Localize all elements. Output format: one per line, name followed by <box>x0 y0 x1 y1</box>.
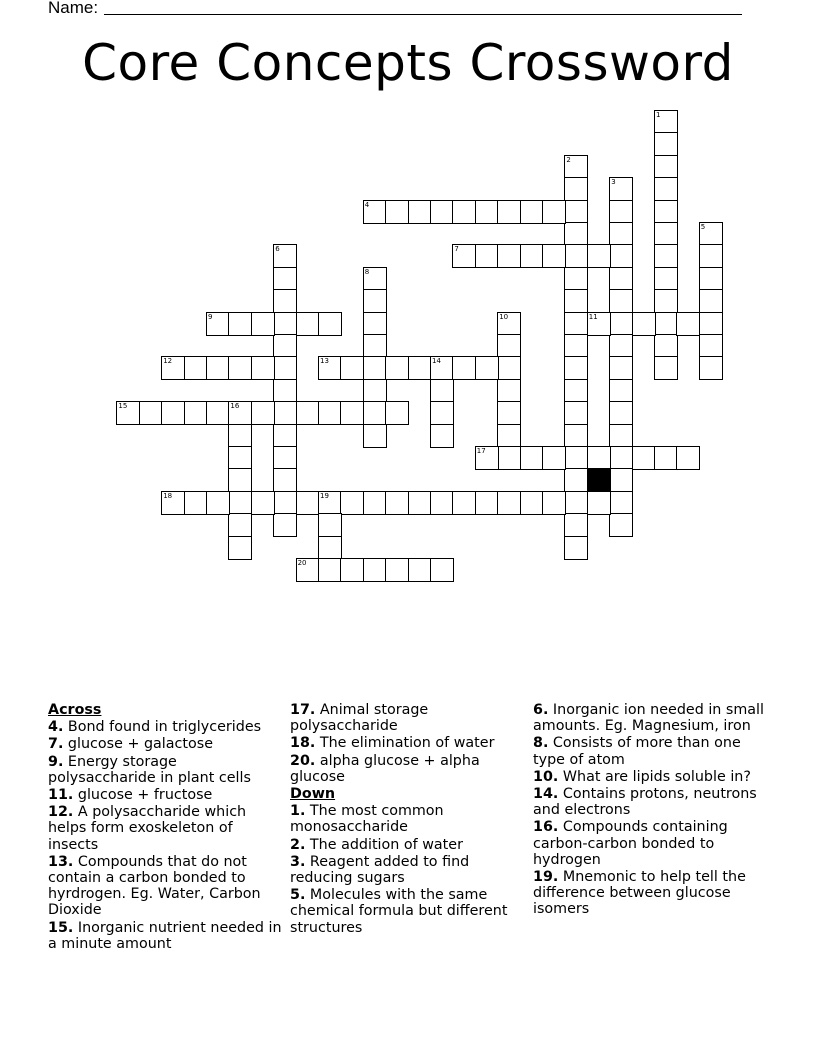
grid-cell[interactable] <box>139 401 163 425</box>
clue-section-header: Across <box>48 702 102 718</box>
grid-cell[interactable] <box>475 356 499 380</box>
grid-cell[interactable] <box>609 401 633 425</box>
grid-cell-17[interactable] <box>475 446 499 470</box>
grid-cell[interactable] <box>340 558 364 582</box>
clue-item-number: 3. <box>290 853 306 870</box>
grid-cell[interactable] <box>318 513 342 537</box>
grid-cell-9[interactable] <box>206 312 230 336</box>
grid-cell[interactable] <box>587 446 611 470</box>
clue-number: 9 <box>208 312 213 321</box>
grid-cell[interactable] <box>340 401 364 425</box>
grid-cell[interactable] <box>273 267 297 291</box>
clue-item-number: 12. <box>48 804 74 821</box>
grid-cell[interactable] <box>363 379 387 403</box>
clue-item <box>533 869 773 918</box>
clue-item-number: 14. <box>533 786 559 803</box>
clue-item-text: Compounds containing carbon-carbon bonded to hydrogen <box>533 819 728 868</box>
grid-cell[interactable] <box>228 536 252 560</box>
grid-cell[interactable] <box>497 446 521 470</box>
grid-cell[interactable] <box>654 132 678 156</box>
clue-column-3 <box>533 702 773 919</box>
grid-cell[interactable] <box>318 536 342 560</box>
grid-cell[interactable] <box>609 379 633 403</box>
clue-item-number: 9. <box>48 753 64 770</box>
clue-item <box>533 702 773 734</box>
grid-cell[interactable] <box>452 491 476 515</box>
grid-cell[interactable] <box>228 424 252 448</box>
grid-cell[interactable] <box>520 244 544 268</box>
grid-cell[interactable] <box>228 312 252 336</box>
grid-cell[interactable] <box>676 446 700 470</box>
clue-item <box>290 803 526 835</box>
grid-cell[interactable] <box>654 289 678 313</box>
name-label: Name: <box>48 0 99 17</box>
grid-cell-20[interactable] <box>296 558 320 582</box>
grid-cell[interactable] <box>408 356 432 380</box>
grid-cell[interactable] <box>564 446 588 470</box>
clue-item-text: Energy storage polysaccharide in plant cells <box>48 753 251 786</box>
grid-cell[interactable] <box>699 356 723 380</box>
clue-number: 15 <box>118 402 128 411</box>
grid-cell[interactable] <box>497 379 521 403</box>
black-square <box>587 468 611 492</box>
grid-cell[interactable] <box>206 401 230 425</box>
grid-cell[interactable] <box>475 491 499 515</box>
grid-cell[interactable] <box>408 558 432 582</box>
grid-cell[interactable] <box>542 446 566 470</box>
clue-number: 3 <box>611 178 616 187</box>
clue-item-text: Mnemonic to help tell the difference between glucose isomers <box>533 869 746 918</box>
grid-cell[interactable] <box>497 200 521 224</box>
clue-item-number: 20. <box>290 752 316 769</box>
clue-number: 5 <box>700 223 706 231</box>
clue-item-text: Compounds that do not contain a carbon bonded to hyrdrogen. Eg. Water, Carbon Dioxide <box>48 853 261 919</box>
clue-item <box>533 819 773 868</box>
clue-item-number: 11. <box>48 787 74 804</box>
clue-item <box>48 736 284 752</box>
grid-cell[interactable] <box>296 491 320 515</box>
clue-item-text: glucose + fructose <box>73 787 213 804</box>
clue-item-number: 1. <box>290 803 306 820</box>
grid-cell[interactable] <box>363 558 387 582</box>
clue-item <box>48 804 284 853</box>
grid-cell[interactable] <box>273 468 297 492</box>
clue-item-text: Molecules with the same chemical formula but different structures <box>290 887 508 936</box>
grid-cell[interactable] <box>497 244 521 268</box>
grid-cell[interactable] <box>497 424 521 448</box>
grid-cell[interactable] <box>228 446 252 470</box>
grid-cell-6[interactable] <box>273 244 297 268</box>
grid-cell[interactable] <box>273 491 297 515</box>
grid-cell[interactable] <box>654 200 678 224</box>
clue-number: 1 <box>656 111 661 119</box>
grid-cell[interactable] <box>676 312 700 336</box>
clue-number: 19 <box>320 491 329 500</box>
clue-item <box>290 735 526 751</box>
grid-cell[interactable] <box>184 401 208 425</box>
grid-cell[interactable] <box>699 244 723 268</box>
clue-number: 20 <box>297 559 307 567</box>
grid-cell[interactable] <box>296 312 320 336</box>
grid-cell[interactable] <box>609 200 633 224</box>
grid-cell[interactable] <box>363 424 387 448</box>
grid-cell[interactable] <box>564 200 588 224</box>
grid-cell[interactable] <box>609 244 633 268</box>
clue-item <box>290 887 526 936</box>
page-title: Core Concepts Crossword <box>82 34 734 92</box>
clue-item <box>290 837 526 853</box>
grid-cell[interactable] <box>273 401 297 425</box>
grid-cell[interactable] <box>542 244 566 268</box>
grid-cell[interactable] <box>609 491 633 515</box>
clue-number: 8 <box>364 267 370 276</box>
grid-cell[interactable] <box>497 401 521 425</box>
grid-cell-12[interactable] <box>161 356 185 380</box>
clue-item <box>290 854 526 886</box>
clue-item-text: Bond found in triglycerides <box>63 719 262 736</box>
grid-cell[interactable] <box>430 200 454 224</box>
clue-item-number: 17. <box>290 702 316 718</box>
grid-cell[interactable] <box>609 356 633 380</box>
grid-cell[interactable] <box>228 491 252 515</box>
grid-cell[interactable] <box>564 177 588 201</box>
grid-cell-13[interactable] <box>318 356 342 380</box>
grid-cell[interactable] <box>340 356 364 380</box>
grid-cell[interactable] <box>206 491 230 515</box>
clue-number: 13 <box>320 357 329 366</box>
grid-cell-2[interactable] <box>564 155 588 179</box>
clue-item <box>48 787 284 803</box>
clue-number: 12 <box>163 357 173 366</box>
clue-number: 10 <box>499 312 509 321</box>
clue-item <box>48 920 284 952</box>
grid-cell[interactable] <box>273 356 297 380</box>
clue-section-header: Down <box>290 786 336 803</box>
grid-cell[interactable] <box>251 312 275 336</box>
clue-item-number: 19. <box>533 869 559 886</box>
grid-cell[interactable] <box>273 312 297 336</box>
clue-item-number: 18. <box>290 735 316 752</box>
grid-cell[interactable] <box>184 356 208 380</box>
grid-cell[interactable] <box>318 401 342 425</box>
grid-cell[interactable] <box>497 356 521 380</box>
grid-cell[interactable] <box>385 356 409 380</box>
grid-cell[interactable] <box>363 356 387 380</box>
grid-cell[interactable] <box>452 200 476 224</box>
grid-cell[interactable] <box>699 334 723 358</box>
clue-item-text: What are lipids soluble in? <box>558 768 751 785</box>
grid-cell[interactable] <box>564 513 588 537</box>
grid-cell[interactable] <box>542 200 566 224</box>
grid-cell[interactable] <box>609 267 633 291</box>
clue-item <box>533 735 773 767</box>
grid-cell[interactable] <box>363 334 387 358</box>
clue-number: 17 <box>476 447 486 455</box>
grid-cell[interactable] <box>520 491 544 515</box>
grid-cell[interactable] <box>520 200 544 224</box>
grid-cell[interactable] <box>430 558 454 582</box>
grid-cell[interactable] <box>564 468 588 492</box>
grid-cell[interactable] <box>609 222 633 246</box>
grid-cell[interactable] <box>654 446 678 470</box>
grid-cell[interactable] <box>564 244 588 268</box>
grid-cell[interactable] <box>654 155 678 179</box>
clue-item-text: The most common monosaccharide <box>290 803 444 836</box>
grid-cell[interactable] <box>318 558 342 582</box>
grid-cell[interactable] <box>296 401 320 425</box>
grid-cell[interactable] <box>273 289 297 313</box>
clue-item-text: Inorganic nutrient needed in a minute amount <box>48 919 282 952</box>
grid-cell[interactable] <box>385 491 409 515</box>
clue-item-text: The elimination of water <box>315 735 495 752</box>
grid-cell[interactable] <box>654 244 678 268</box>
grid-cell[interactable] <box>699 267 723 291</box>
clue-item-text: Inorganic ion needed in small amounts. Eg. Magnesium, iron <box>533 702 764 735</box>
clue-item-number: 6. <box>533 702 549 718</box>
clue-column-1 <box>48 702 284 953</box>
grid-cell[interactable] <box>654 177 678 201</box>
grid-cell[interactable] <box>564 379 588 403</box>
grid-cell[interactable] <box>228 513 252 537</box>
grid-cell-4[interactable] <box>363 200 387 224</box>
grid-cell[interactable] <box>273 379 297 403</box>
grid-cell[interactable] <box>654 222 678 246</box>
grid-cell[interactable] <box>385 401 409 425</box>
grid-cell[interactable] <box>564 267 588 291</box>
grid-cell-11[interactable] <box>587 312 611 336</box>
grid-cell[interactable] <box>632 312 656 336</box>
clue-item-text: Reagent added to find reducing sugars <box>290 853 470 887</box>
grid-cell[interactable] <box>632 446 656 470</box>
grid-cell-7[interactable] <box>452 244 476 268</box>
clue-item <box>48 854 284 919</box>
clue-number: 14 <box>432 357 441 366</box>
grid-cell[interactable] <box>340 491 364 515</box>
clue-item-number: 13. <box>48 853 74 870</box>
grid-cell[interactable] <box>318 312 342 336</box>
grid-cell[interactable] <box>475 200 499 224</box>
grid-cell-19[interactable] <box>318 491 342 515</box>
grid-cell[interactable] <box>520 446 544 470</box>
grid-cell[interactable] <box>408 491 432 515</box>
clue-item-number: 7. <box>48 736 64 753</box>
grid-cell[interactable] <box>430 491 454 515</box>
grid-cell-14[interactable] <box>430 356 454 380</box>
grid-cell[interactable] <box>206 356 230 380</box>
clue-item-text: alpha glucose + alpha glucose <box>290 752 480 785</box>
grid-cell[interactable] <box>363 289 387 313</box>
clue-item-text: The addition of water <box>305 836 463 853</box>
grid-cell[interactable] <box>564 289 588 313</box>
clue-item <box>290 753 526 785</box>
grid-cell[interactable] <box>251 491 275 515</box>
grid-cell-3[interactable] <box>609 177 633 201</box>
clue-item-text: glucose + galactose <box>63 736 213 753</box>
clue-item-number: 5. <box>290 887 306 904</box>
grid-cell-8[interactable] <box>363 267 387 291</box>
grid-cell[interactable] <box>609 468 633 492</box>
clue-item-number: 16. <box>533 819 559 836</box>
clue-item <box>533 786 773 818</box>
clue-number: 6 <box>275 245 280 254</box>
clue-number: 16 <box>230 402 240 411</box>
clue-item <box>48 754 284 786</box>
grid-cell[interactable] <box>564 424 588 448</box>
grid-cell[interactable] <box>228 468 252 492</box>
grid-cell[interactable] <box>363 491 387 515</box>
grid-cell[interactable] <box>564 401 588 425</box>
clue-item-text: Animal storage polysaccharide <box>290 702 429 735</box>
grid-cell-5[interactable] <box>699 222 723 246</box>
grid-cell[interactable] <box>609 513 633 537</box>
grid-cell[interactable] <box>228 356 252 380</box>
grid-cell[interactable] <box>699 312 723 336</box>
grid-cell[interactable] <box>251 356 275 380</box>
grid-cell[interactable] <box>587 491 611 515</box>
clue-column-2 <box>290 702 526 937</box>
grid-cell-16[interactable] <box>228 401 252 425</box>
grid-cell[interactable] <box>542 491 566 515</box>
clue-number: 2 <box>566 155 571 164</box>
grid-cell-15[interactable] <box>116 401 140 425</box>
grid-cell[interactable] <box>184 491 208 515</box>
clue-number: 18 <box>163 491 173 500</box>
grid-cell[interactable] <box>564 222 588 246</box>
clue-item-text: Contains protons, neutrons and electrons <box>533 786 757 819</box>
grid-cell[interactable] <box>363 401 387 425</box>
grid-cell[interactable] <box>251 401 275 425</box>
clue-item-text: Consists of more than one type of atom <box>533 735 741 768</box>
grid-cell[interactable] <box>430 379 454 403</box>
grid-cell[interactable] <box>385 200 409 224</box>
clue-number: 4 <box>364 200 370 209</box>
clue-item-text: A polysaccharide which helps form exoskeleton of insects <box>48 804 247 853</box>
grid-cell[interactable] <box>609 289 633 313</box>
clue-number: 7 <box>454 245 459 254</box>
grid-cell[interactable] <box>654 312 678 336</box>
grid-cell[interactable] <box>408 200 432 224</box>
grid-cell[interactable] <box>385 558 409 582</box>
grid-cell[interactable] <box>430 401 454 425</box>
grid-cell[interactable] <box>273 424 297 448</box>
grid-cell[interactable] <box>654 356 678 380</box>
clue-item-number: 2. <box>290 836 306 853</box>
grid-cell[interactable] <box>564 334 588 358</box>
grid-cell[interactable] <box>497 491 521 515</box>
grid-cell[interactable] <box>654 267 678 291</box>
grid-cell[interactable] <box>475 244 499 268</box>
clue-item-number: 15. <box>48 919 74 936</box>
clue-item-number: 4. <box>48 719 64 736</box>
grid-cell[interactable] <box>609 424 633 448</box>
clue-item-number: 8. <box>533 735 549 752</box>
clue-item <box>48 719 284 735</box>
grid-cell-10[interactable] <box>497 312 521 336</box>
grid-cell[interactable] <box>452 356 476 380</box>
clue-item <box>533 769 773 785</box>
grid-cell[interactable] <box>699 289 723 313</box>
grid-cell[interactable] <box>564 536 588 560</box>
grid-cell-18[interactable] <box>161 491 185 515</box>
grid-cell[interactable] <box>564 312 588 336</box>
grid-cell[interactable] <box>273 446 297 470</box>
grid-cell[interactable] <box>273 513 297 537</box>
grid-cell[interactable] <box>609 334 633 358</box>
grid-cell-1[interactable] <box>654 110 678 134</box>
grid-cell[interactable] <box>609 446 633 470</box>
clue-number: 11 <box>588 312 598 321</box>
grid-cell[interactable] <box>564 356 588 380</box>
grid-cell[interactable] <box>564 491 588 515</box>
grid-cell[interactable] <box>587 244 611 268</box>
grid-cell[interactable] <box>609 312 633 336</box>
grid-cell[interactable] <box>430 424 454 448</box>
clue-item <box>290 702 526 734</box>
grid-cell[interactable] <box>654 334 678 358</box>
grid-cell[interactable] <box>273 334 297 358</box>
clue-item-number: 10. <box>533 768 559 785</box>
grid-cell[interactable] <box>363 312 387 336</box>
grid-cell[interactable] <box>161 401 185 425</box>
grid-cell[interactable] <box>497 334 521 358</box>
